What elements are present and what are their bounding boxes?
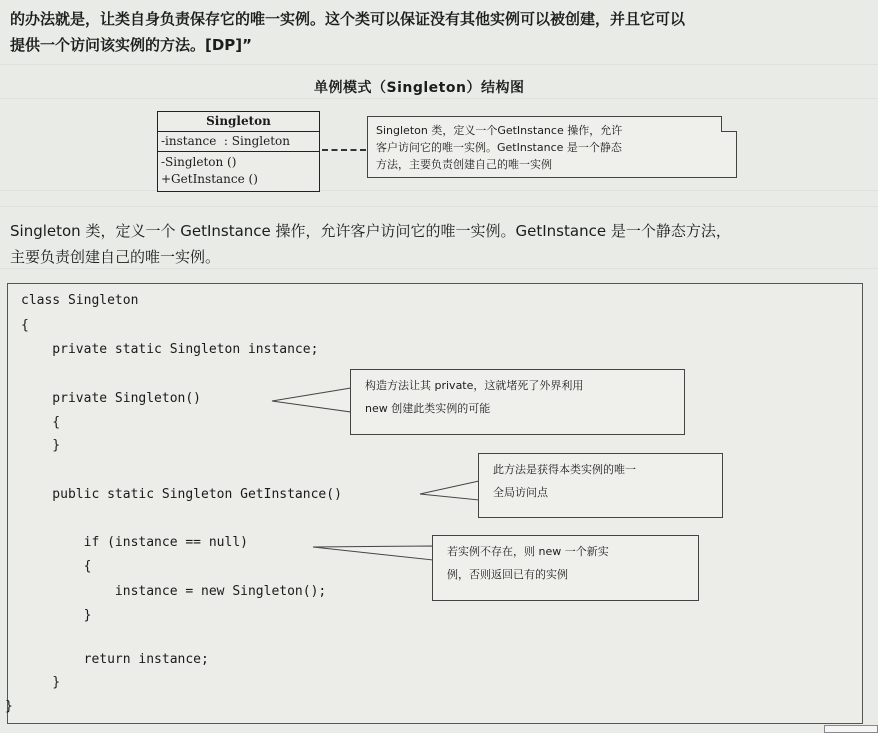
callout-line: 例，否则返回已有的实例 <box>447 568 568 581</box>
note-line: 客户访问它的唯一实例。GetInstance 是一个静态 <box>376 141 622 154</box>
note-line: 方法，主要负责创建自己的唯一实例 <box>376 158 552 171</box>
callout-pointer-getinstance <box>420 481 479 500</box>
callout-line: 此方法是获得本类实例的唯一 <box>493 463 636 476</box>
code-line: return instance; <box>21 652 209 667</box>
code-line: { <box>21 318 29 333</box>
intro-line-1: 的办法就是，让类自身负责保存它的唯一实例。这个类可以保证没有其他实例可以被创建，并且它可以 <box>10 10 686 28</box>
code-line: } <box>21 608 92 623</box>
note-line: Singleton 类，定义一个GetInstance 操作，允许 <box>376 124 623 137</box>
code-line: { <box>21 559 92 574</box>
callout-constructor <box>350 369 685 435</box>
uml-attribute: -instance : Singleton <box>158 132 319 152</box>
uml-class-name: Singleton <box>158 112 319 132</box>
callout-pointer-nullcheck <box>313 546 433 560</box>
code-line: instance = new Singleton(); <box>21 584 327 599</box>
callout-pointer-constructor <box>272 388 351 412</box>
code-line: public static Singleton GetInstance() <box>21 487 342 502</box>
intro-line-2: 提供一个访问该实例的方法。[DP]” <box>10 36 253 54</box>
callout-line: 若实例不存在，则 new 一个新实 <box>447 545 609 558</box>
code-line: private Singleton() <box>21 391 202 406</box>
callout-getinstance <box>478 453 723 518</box>
callout-nullcheck <box>432 535 699 601</box>
corner-widget <box>824 725 878 733</box>
code-line: class Singleton <box>21 293 139 308</box>
code-line: if (instance == null) <box>21 535 248 550</box>
diagram-title: 单例模式（Singleton）结构图 <box>314 80 525 96</box>
callout-line: 全局访问点 <box>493 486 548 499</box>
code-line: } <box>21 438 61 453</box>
callout-line: new 创建此类实例的可能 <box>365 402 491 415</box>
code-line: private static Singleton instance; <box>21 342 319 357</box>
description-line-2: 主要负责创建自己的唯一实例。 <box>10 248 221 266</box>
uml-operation: -Singleton () <box>161 155 237 169</box>
code-line: } <box>21 675 61 690</box>
code-line: { <box>21 415 61 430</box>
callout-line: 构造方法让其 private，这就堵死了外界利用 <box>365 379 584 392</box>
uml-operation: +GetInstance () <box>161 172 258 186</box>
code-line: } <box>5 699 13 714</box>
description-line-1: Singleton 类，定义一个 GetInstance 操作，允许客户访问它的唯一实例。GetInstance 是一个静态方法， <box>10 222 731 240</box>
